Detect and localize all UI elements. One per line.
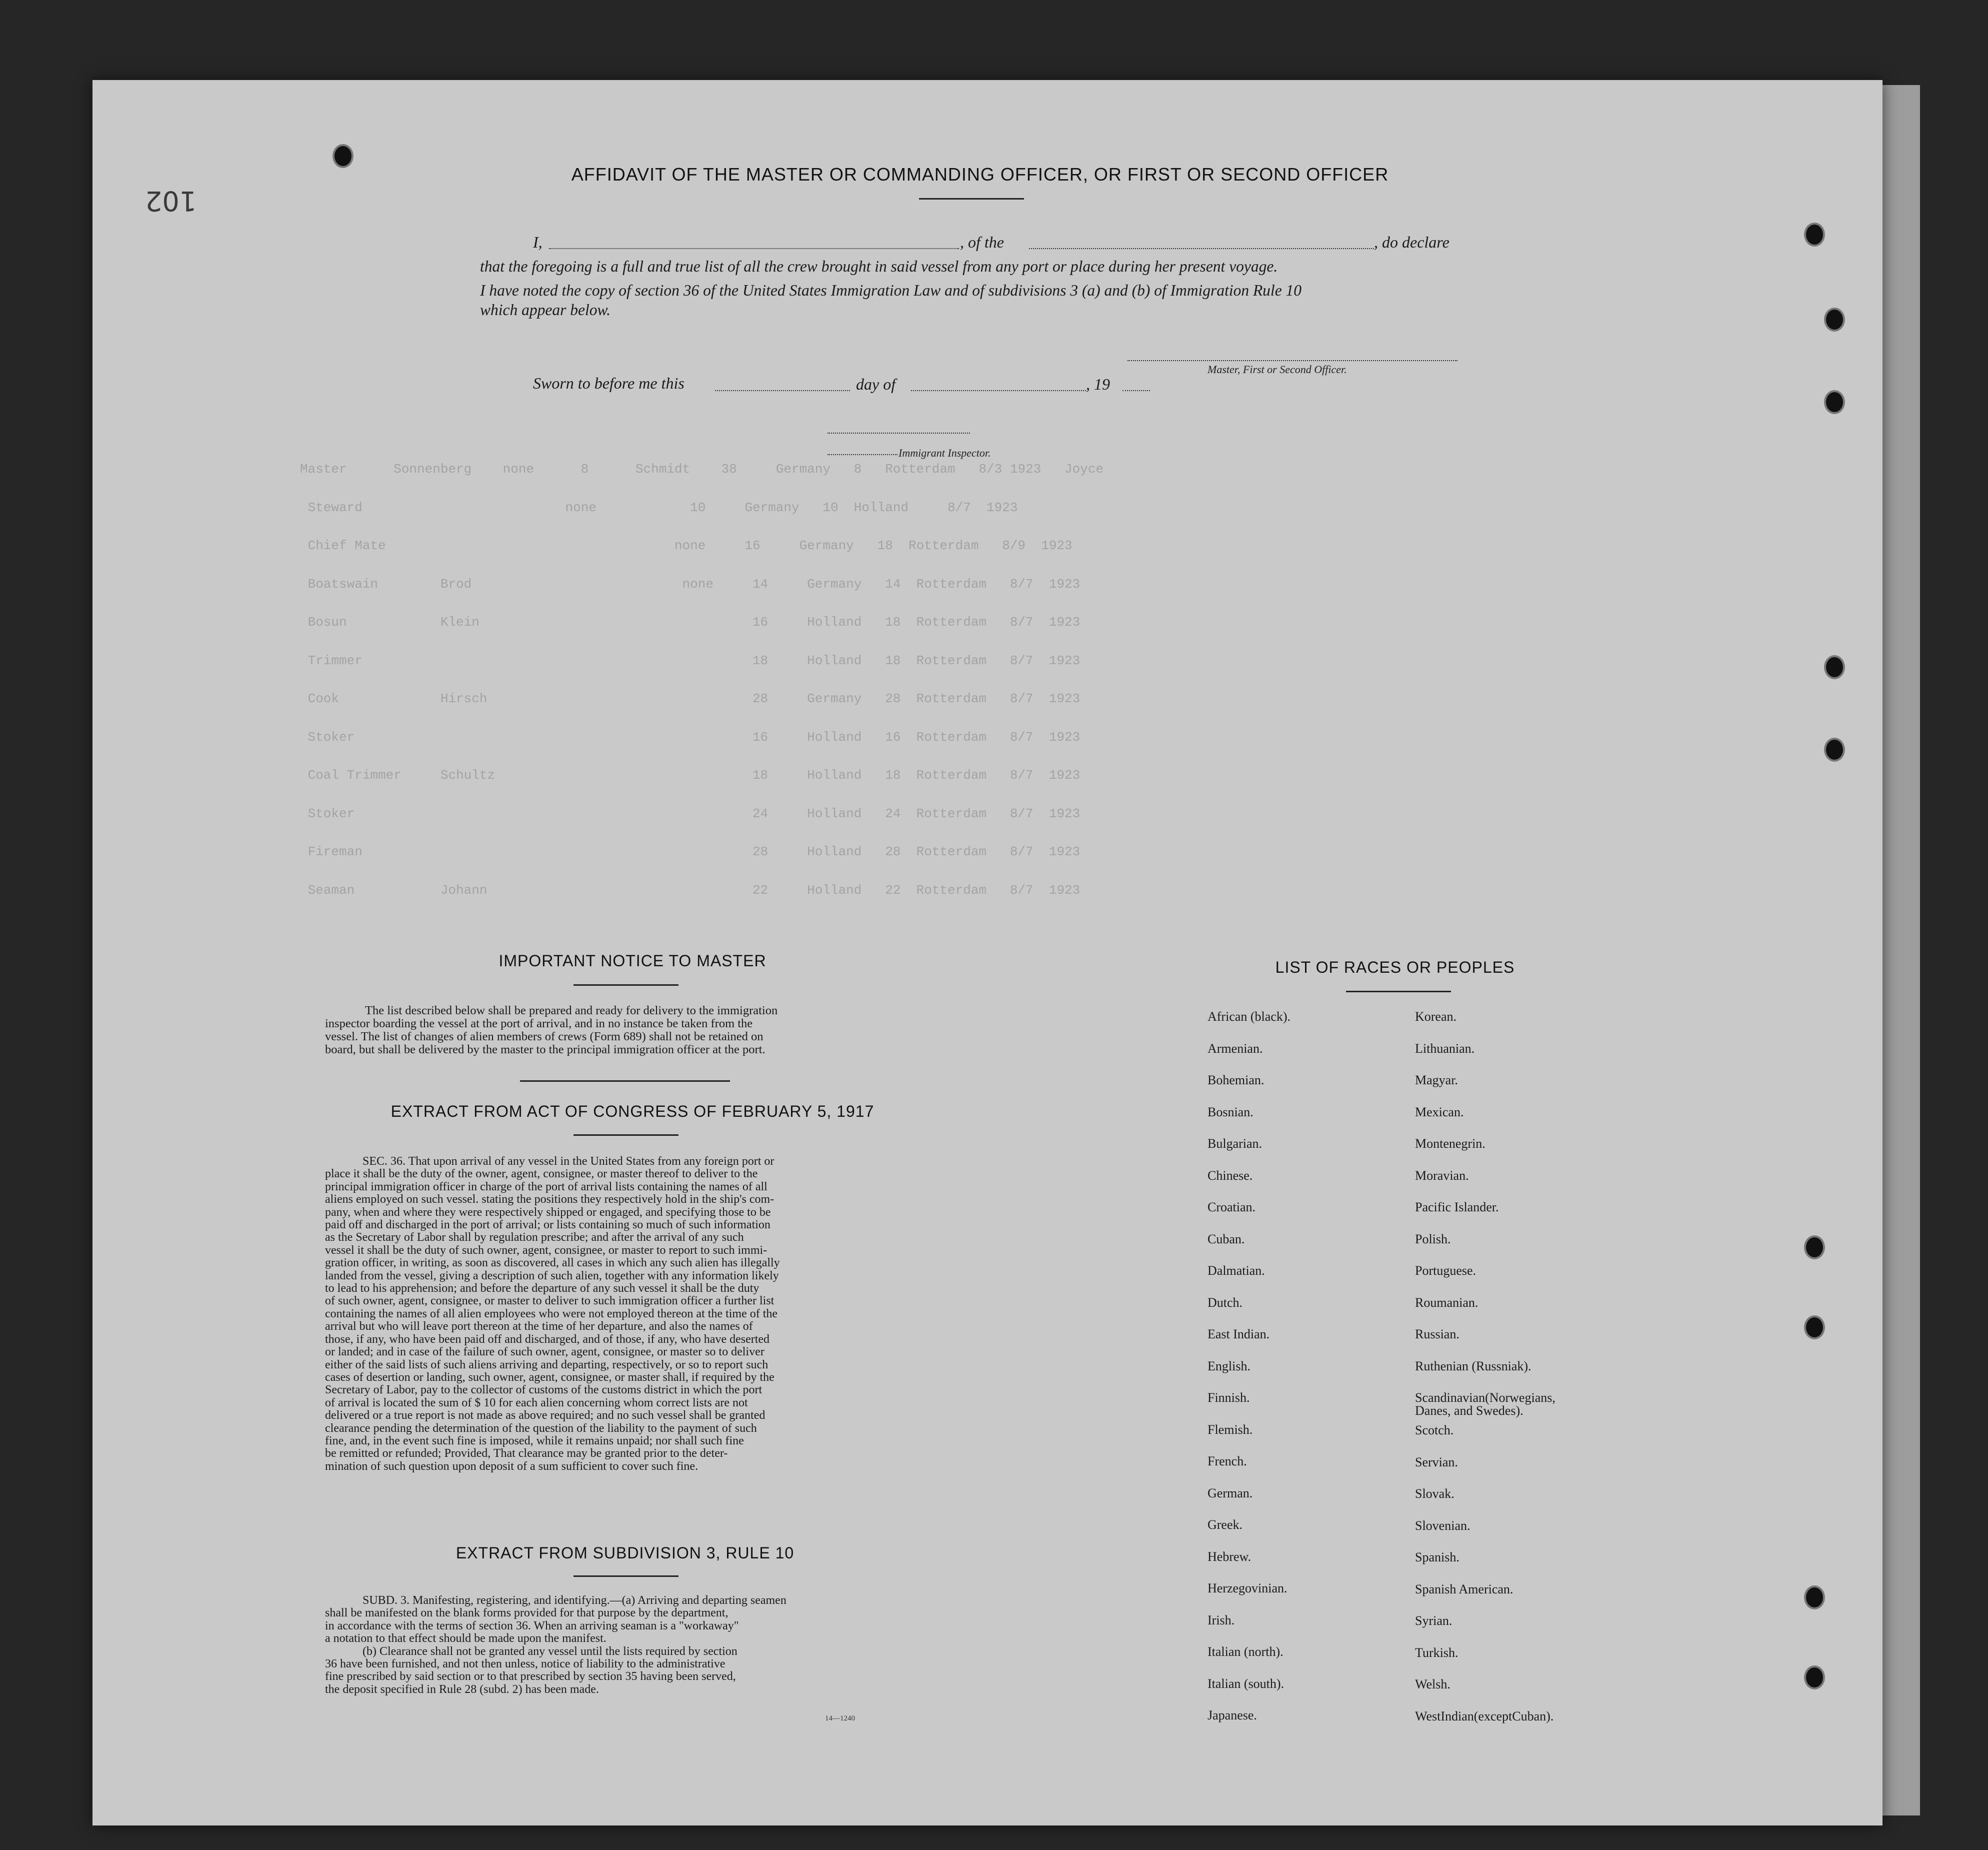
act-line: Secretary of Labor, pay to the collector of customs of the customs district in which the port bbox=[325, 1383, 762, 1397]
binder-hole bbox=[1824, 390, 1845, 414]
race-item: Bohemian. bbox=[1208, 1073, 1264, 1087]
act-line: mination of such question upon deposit of a sum sufficient to cover such fine. bbox=[325, 1459, 698, 1473]
act-line: arrival but who will leave port thereon at the time of her departure, and also the names of bbox=[325, 1320, 753, 1333]
act-line: fine, and, in the event such fine is imposed, while it remains unpaid; nor shall such fine bbox=[325, 1434, 744, 1447]
race-item: Dalmatian. bbox=[1208, 1263, 1265, 1278]
race-item: Finnish. bbox=[1208, 1390, 1250, 1405]
vessel-name-field[interactable] bbox=[1029, 248, 1374, 249]
race-item: WestIndian(exceptCuban). bbox=[1415, 1708, 1554, 1723]
binder-hole bbox=[1804, 1315, 1825, 1339]
sworn-year-field[interactable] bbox=[1122, 390, 1150, 391]
race-item: Cuban. bbox=[1208, 1231, 1245, 1246]
act-line: gration officer, in writing, as soon as discovered, all cases in which any such alien has illegally bbox=[325, 1256, 780, 1270]
inspector-signature-field-lower[interactable] bbox=[828, 454, 898, 455]
binder-hole bbox=[1804, 223, 1825, 247]
race-item: Montenegrin. bbox=[1415, 1136, 1486, 1151]
notice-line: inspector boarding the vessel at the port of arrival, and in no instance be taken from the bbox=[325, 1017, 753, 1030]
act-line: place it shall be the duty of the owner, agent, consignee, or master thereof to deliver to the bbox=[325, 1167, 758, 1181]
race-item: Welsh. bbox=[1415, 1677, 1450, 1691]
race-item: East Indian. bbox=[1208, 1327, 1270, 1341]
race-item: Turkish. bbox=[1415, 1645, 1458, 1660]
inspector-caption: Immigrant Inspector. bbox=[898, 447, 991, 459]
affidavit-of-the-label: , of the bbox=[960, 233, 1004, 251]
act-line: be remitted or refunded; Provided, That clearance may be granted prior to the deter- bbox=[325, 1447, 728, 1460]
race-item: English. bbox=[1208, 1358, 1250, 1373]
binder-hole bbox=[1824, 738, 1845, 762]
notice-body bbox=[325, 1004, 925, 1056]
races-left-column bbox=[1208, 1010, 1388, 1741]
extract-rule-body bbox=[325, 1594, 925, 1696]
act-line: containing the names of all alien employees who were not employed thereon at the time of the bbox=[325, 1307, 778, 1320]
rule-line: fine prescribed by said section or to that prescribed by section 35 having been served, bbox=[325, 1670, 736, 1683]
race-item: Mexican. bbox=[1415, 1104, 1464, 1119]
race-item: Japanese. bbox=[1208, 1708, 1257, 1722]
notice-line: board, but shall be delivered by the master to the principal immigration officer at the port. bbox=[325, 1043, 766, 1056]
rule-line: (b) Clearance shall not be granted any vessel until the lists required by section bbox=[362, 1644, 738, 1658]
act-line: either of the said lists of such aliens arriving and departing, respectively, or so to report such bbox=[325, 1358, 768, 1371]
extract-act-title-rule bbox=[574, 1134, 678, 1136]
race-item: Syrian. bbox=[1415, 1613, 1452, 1628]
race-item: Lithuanian. bbox=[1415, 1041, 1475, 1056]
affidavit-title-rule bbox=[919, 198, 1024, 200]
form-number: 14—1240 bbox=[825, 1714, 855, 1722]
race-item: Magyar. bbox=[1415, 1073, 1458, 1087]
affidavit-do-declare-label: , do declare bbox=[1374, 233, 1450, 251]
sworn-day-of-label: day of bbox=[856, 375, 896, 393]
act-line: or landed; and in case of the failure of such owner, agent, consignee, or master so to deliver bbox=[325, 1345, 764, 1359]
rule-line: 36 have been furnished, and not then unless, notice of liability to the administrative bbox=[325, 1657, 726, 1671]
act-line: principal immigration officer in charge of the port of arrival lists containing the names of all bbox=[325, 1180, 768, 1193]
race-item: Moravian. bbox=[1415, 1168, 1469, 1183]
binder-hole bbox=[1804, 1585, 1825, 1609]
race-item: Bulgarian. bbox=[1208, 1136, 1262, 1151]
affidavit-line-3: I have noted the copy of section 36 of the United States Immigration Law and of subdivisions 3 (a) and (b) of Immigration Rule 10 bbox=[480, 282, 1302, 299]
extract-rule-title-rule bbox=[574, 1575, 678, 1577]
race-item: Italian (north). bbox=[1208, 1644, 1284, 1659]
affidavit-line-4: which appear below. bbox=[480, 301, 611, 319]
binder-hole-left-top bbox=[332, 144, 354, 168]
race-item: Greek. bbox=[1208, 1517, 1243, 1532]
race-item: Slovak. bbox=[1415, 1486, 1454, 1501]
bleed-through-manifest: Master Sonnenberg none 8 Schmidt 38 Germany 8 Rotterdam 8/3 1923 Joyce Steward none 10 Germany 10 Holland 8/7 1923 Chief Mate none 16 Germany 18 Rotterdam 8/9 1923 Boatswain Brod none 14 Germany 14 Rotterdam 8/7 1923 Bosun Klein 16 Holland 18 Rotterdam 8/7 1923 Trimmer 18 Holland 18 Rotterdam 8/7 1923 Cook Hirsch 28 Germany 28 Rotterdam 8/7 1923 Stoker 16 Holland 16 Rotterdam 8/7 1923 Coal Trimmer Schultz 18 Holland 18 Rotterdam 8/7 1923 Stoker 24 Holland 24 Rotterdam 8/7 1923 Fireman 28 Holland 28 Rotterdam 8/7 1923 Seaman Johann 22 Holland 22 Rotterdam 8/7 1923 bbox=[300, 462, 1104, 898]
race-item: German. bbox=[1208, 1485, 1253, 1500]
race-item: Bosnian. bbox=[1208, 1104, 1254, 1119]
race-item: Spanish American. bbox=[1415, 1581, 1514, 1596]
race-item: Roumanian. bbox=[1415, 1295, 1478, 1310]
race-item: French. bbox=[1208, 1454, 1247, 1468]
rule-line: a notation to that effect should be made upon the manifest. bbox=[325, 1632, 606, 1645]
notice-title-rule bbox=[574, 984, 678, 986]
act-line: landed from the vessel, giving a description of such alien, together with any information likely bbox=[325, 1269, 779, 1282]
race-item: Italian (south). bbox=[1208, 1676, 1284, 1691]
race-item: Polish. bbox=[1415, 1231, 1451, 1246]
margin-page-number: 102 bbox=[145, 185, 197, 217]
race-item: Herzegovinian. bbox=[1208, 1581, 1288, 1595]
race-item: Irish. bbox=[1208, 1612, 1235, 1627]
race-item: Portuguese. bbox=[1415, 1263, 1476, 1278]
affidavit-line-2: that the foregoing is a full and true list of all the crew brought in said vessel from any port or place during her present voyage. bbox=[480, 258, 1278, 275]
rule-line: SUBD. 3. Manifesting, registering, and identifying.—(a) Arriving and departing seamen bbox=[362, 1594, 786, 1607]
sworn-year-label: , 19 bbox=[1086, 375, 1110, 393]
act-line: to lead to his apprehension; and before the departure of any such vessel it shall be the duty bbox=[325, 1282, 760, 1295]
sworn-label: Sworn to before me this bbox=[533, 374, 684, 392]
race-item: Armenian. bbox=[1208, 1041, 1263, 1056]
rule-line: the deposit specified in Rule 28 (subd. 2) has been made. bbox=[325, 1682, 599, 1696]
act-line: delivered or a true report is not made as above required; and no such vessel shall be granted bbox=[325, 1409, 766, 1422]
rule-line: in accordance with the terms of section 36. When an arriving seaman is a "workaway" bbox=[325, 1619, 739, 1632]
affidavit-i-label: I, bbox=[533, 233, 542, 251]
race-item: Servian. bbox=[1415, 1454, 1458, 1469]
act-line: of such owner, agent, consignee, or master to deliver to such immigration officer a further list bbox=[325, 1294, 774, 1308]
notice-line: vessel. The list of changes of alien members of crews (Form 689) shall not be retained on bbox=[325, 1030, 764, 1043]
binder-hole bbox=[1824, 308, 1845, 332]
act-line: those, if any, who have been paid off and discharged, and of those, if any, who have deserted bbox=[325, 1332, 770, 1346]
races-right-column bbox=[1415, 1010, 1635, 1741]
race-item: Hebrew. bbox=[1208, 1549, 1252, 1564]
inspector-signature-field[interactable] bbox=[828, 433, 970, 434]
binder-hole bbox=[1824, 655, 1845, 679]
race-item: Pacific Islander. bbox=[1415, 1200, 1499, 1214]
race-item: Russian. bbox=[1415, 1327, 1460, 1341]
master-signature-caption: Master, First or Second Officer. bbox=[1208, 363, 1347, 376]
act-line: aliens employed on such vessel. stating the positions they respectively hold in the ship's com- bbox=[325, 1193, 774, 1206]
extract-rule-title: EXTRACT FROM SUBDIVISION 3, RULE 10 bbox=[456, 1544, 794, 1562]
race-item: Slovenian. bbox=[1415, 1518, 1470, 1533]
notice-divider bbox=[520, 1080, 730, 1082]
race-item: Korean. bbox=[1415, 1009, 1457, 1024]
binder-hole bbox=[1804, 1665, 1825, 1689]
race-item: Flemish. bbox=[1208, 1422, 1253, 1437]
act-line: as the Secretary of Labor shall by regulation prescribe; and after the arrival of any such bbox=[325, 1231, 744, 1244]
race-item: Spanish. bbox=[1415, 1550, 1460, 1564]
act-line: clearance pending the determination of the question of the liability to the payment of such bbox=[325, 1421, 757, 1435]
binder-hole bbox=[1804, 1235, 1825, 1259]
act-line: vessel it shall be the duty of such owner, agent, consignee, or master to report to such immi- bbox=[325, 1243, 768, 1257]
notice-title: IMPORTANT NOTICE TO MASTER bbox=[498, 952, 766, 970]
act-line: cases of desertion or landing, such owner, agent, consignee, or master shall, if required by the bbox=[325, 1370, 774, 1384]
sworn-day-field[interactable] bbox=[715, 390, 850, 391]
affidavit-title: AFFIDAVIT OF THE MASTER OR COMMANDING OFFICER, OR FIRST OR SECOND OFFICER bbox=[571, 164, 1389, 185]
act-line: of arrival is located the sum of $ 10 for each alien concerning whom correct lists are not bbox=[325, 1396, 748, 1409]
sworn-month-field[interactable] bbox=[911, 390, 1086, 391]
race-item: Dutch. bbox=[1208, 1295, 1243, 1310]
extract-act-body bbox=[325, 1155, 925, 1473]
race-item: Croatian. bbox=[1208, 1200, 1256, 1214]
race-item: Chinese. bbox=[1208, 1168, 1253, 1183]
race-item: Scotch. bbox=[1415, 1423, 1454, 1437]
races-title: LIST OF RACES OR PEOPLES bbox=[1275, 958, 1515, 976]
rule-line: shall be manifested on the blank forms provided for that purpose by the department, bbox=[325, 1606, 728, 1620]
notice-line: The list described below shall be prepared and ready for delivery to the immigration bbox=[365, 1004, 778, 1017]
race-item: Ruthenian (Russniak). bbox=[1415, 1358, 1532, 1373]
declarant-name-field[interactable] bbox=[549, 248, 959, 249]
race-item: African (black). bbox=[1208, 1009, 1291, 1024]
act-line: pany, when and where they were respectively shipped or engaged, and specifying those to be bbox=[325, 1205, 771, 1219]
extract-act-title: EXTRACT FROM ACT OF CONGRESS OF FEBRUARY 5, 1917 bbox=[390, 1102, 874, 1120]
races-title-rule bbox=[1346, 991, 1451, 992]
master-signature-field[interactable] bbox=[1128, 360, 1458, 361]
race-item: Scandinavian(Norwegians, Danes, and Swedes). bbox=[1415, 1390, 1556, 1418]
act-line: SEC. 36. That upon arrival of any vessel in the United States from any foreign port or bbox=[362, 1155, 774, 1168]
act-line: paid off and discharged in the port of arrival; or lists containing so much of such information bbox=[325, 1218, 770, 1232]
